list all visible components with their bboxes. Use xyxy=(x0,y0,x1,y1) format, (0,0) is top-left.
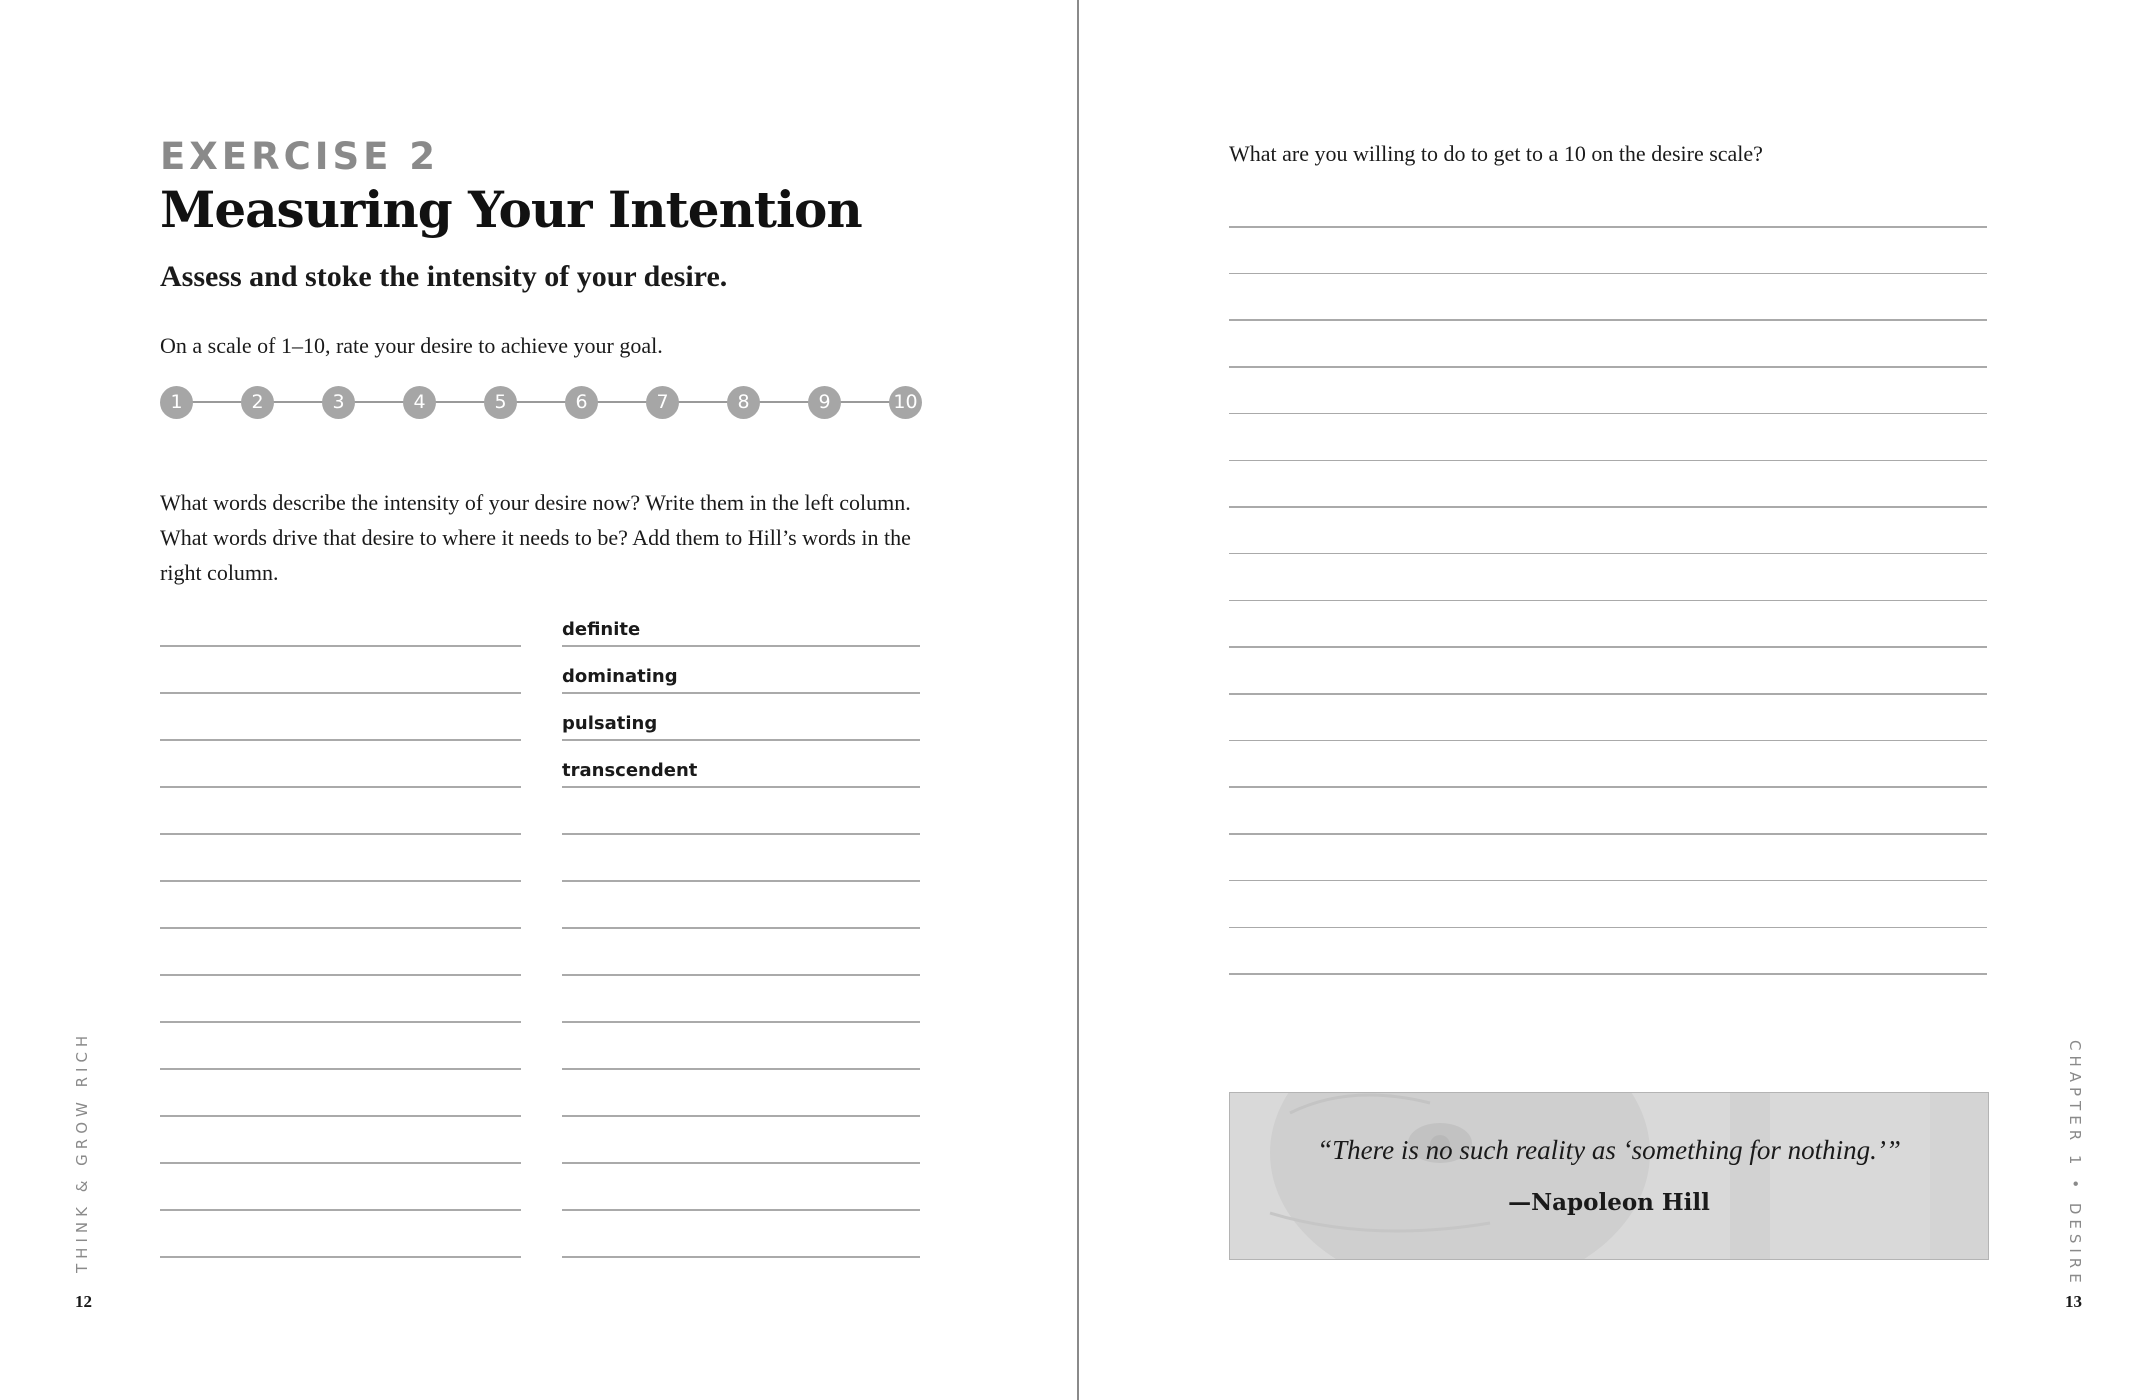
answer-line[interactable] xyxy=(1229,880,1987,882)
scale-option-6[interactable]: 6 xyxy=(565,386,598,419)
willing-prompt: What are you willing to do to get to a 10 on the desire scale? xyxy=(1229,141,1763,166)
scale-option-8[interactable]: 8 xyxy=(727,386,760,419)
answer-line[interactable] xyxy=(1229,646,1987,648)
left-write-line[interactable] xyxy=(160,1115,521,1117)
scale-prompt: On a scale of 1–10, rate your desire to achieve your goal. xyxy=(160,333,663,358)
scale-option-4[interactable]: 4 xyxy=(403,386,436,419)
answer-line[interactable] xyxy=(1229,600,1987,602)
right-write-line[interactable] xyxy=(562,1162,920,1164)
scale-option-7[interactable]: 7 xyxy=(646,386,679,419)
quote-text: “There is no such reality as ‘something for nothing.’” xyxy=(1317,1135,1901,1165)
words-prompt: What words describe the intensity of your desire now? Write them in the left column. What words drive that desire to where it needs to be? Add them to Hill’s words in the right column. xyxy=(160,490,911,585)
answer-line[interactable] xyxy=(1229,366,1987,368)
scale-option-10[interactable]: 10 xyxy=(889,386,922,419)
right-write-line[interactable] xyxy=(562,1068,920,1070)
quote-box xyxy=(1229,1092,1989,1260)
answer-line[interactable] xyxy=(1229,833,1987,835)
right-write-line[interactable] xyxy=(562,1115,920,1117)
right-write-line[interactable] xyxy=(562,739,920,741)
scale-track xyxy=(178,401,902,403)
left-write-line[interactable] xyxy=(160,786,521,788)
left-write-line[interactable] xyxy=(160,692,521,694)
exercise-label: EXERCISE 2 xyxy=(160,135,440,178)
answer-line[interactable] xyxy=(1229,553,1987,555)
hill-word: dominating xyxy=(562,666,678,687)
desire-scale xyxy=(160,384,920,420)
answer-line[interactable] xyxy=(1229,740,1987,742)
left-write-line[interactable] xyxy=(160,645,521,647)
page-number-left: 12 xyxy=(75,1292,92,1311)
scale-option-1[interactable]: 1 xyxy=(160,386,193,419)
hill-word: transcendent xyxy=(562,760,698,781)
left-write-line[interactable] xyxy=(160,880,521,882)
answer-line[interactable] xyxy=(1229,786,1987,788)
left-write-line[interactable] xyxy=(160,739,521,741)
scale-option-2[interactable]: 2 xyxy=(241,386,274,419)
left-write-line[interactable] xyxy=(160,1256,521,1258)
chapter-side-label: CHAPTER 1 • DESIRE xyxy=(2066,1040,2084,1288)
right-write-line[interactable] xyxy=(562,880,920,882)
left-write-line[interactable] xyxy=(160,927,521,929)
right-write-line[interactable] xyxy=(562,974,920,976)
scale-option-5[interactable]: 5 xyxy=(484,386,517,419)
left-write-line[interactable] xyxy=(160,1021,521,1023)
page-title: Measuring Your Intention xyxy=(160,180,862,239)
quote-author: —Napoleon Hill xyxy=(1508,1189,1710,1216)
answer-line[interactable] xyxy=(1229,226,1987,228)
hill-word: pulsating xyxy=(562,713,658,734)
right-write-line[interactable] xyxy=(562,645,920,647)
answer-line[interactable] xyxy=(1229,319,1987,321)
answer-line[interactable] xyxy=(1229,460,1987,462)
answer-line[interactable] xyxy=(1229,927,1987,929)
right-write-line[interactable] xyxy=(562,786,920,788)
right-write-line[interactable] xyxy=(562,1021,920,1023)
right-write-line[interactable] xyxy=(562,1209,920,1211)
book-spine xyxy=(1077,0,1079,1400)
left-write-line[interactable] xyxy=(160,1068,521,1070)
book-title-side-label: THINK & GROW RICH xyxy=(73,1030,91,1273)
scale-option-9[interactable]: 9 xyxy=(808,386,841,419)
left-write-line[interactable] xyxy=(160,1162,521,1164)
left-write-line[interactable] xyxy=(160,833,521,835)
answer-line[interactable] xyxy=(1229,693,1987,695)
left-write-line[interactable] xyxy=(160,1209,521,1211)
scale-option-3[interactable]: 3 xyxy=(322,386,355,419)
banknote-portrait-background xyxy=(1230,1093,1988,1259)
hill-word: definite xyxy=(562,619,641,640)
right-write-line[interactable] xyxy=(562,1256,920,1258)
answer-line[interactable] xyxy=(1229,413,1987,415)
page-subtitle: Assess and stoke the intensity of your desire. xyxy=(160,260,728,293)
right-write-line[interactable] xyxy=(562,927,920,929)
right-write-line[interactable] xyxy=(562,692,920,694)
answer-line[interactable] xyxy=(1229,506,1987,508)
right-write-line[interactable] xyxy=(562,833,920,835)
page-number-right: 13 xyxy=(2065,1292,2082,1311)
left-write-line[interactable] xyxy=(160,974,521,976)
answer-line[interactable] xyxy=(1229,973,1987,975)
answer-line[interactable] xyxy=(1229,273,1987,275)
